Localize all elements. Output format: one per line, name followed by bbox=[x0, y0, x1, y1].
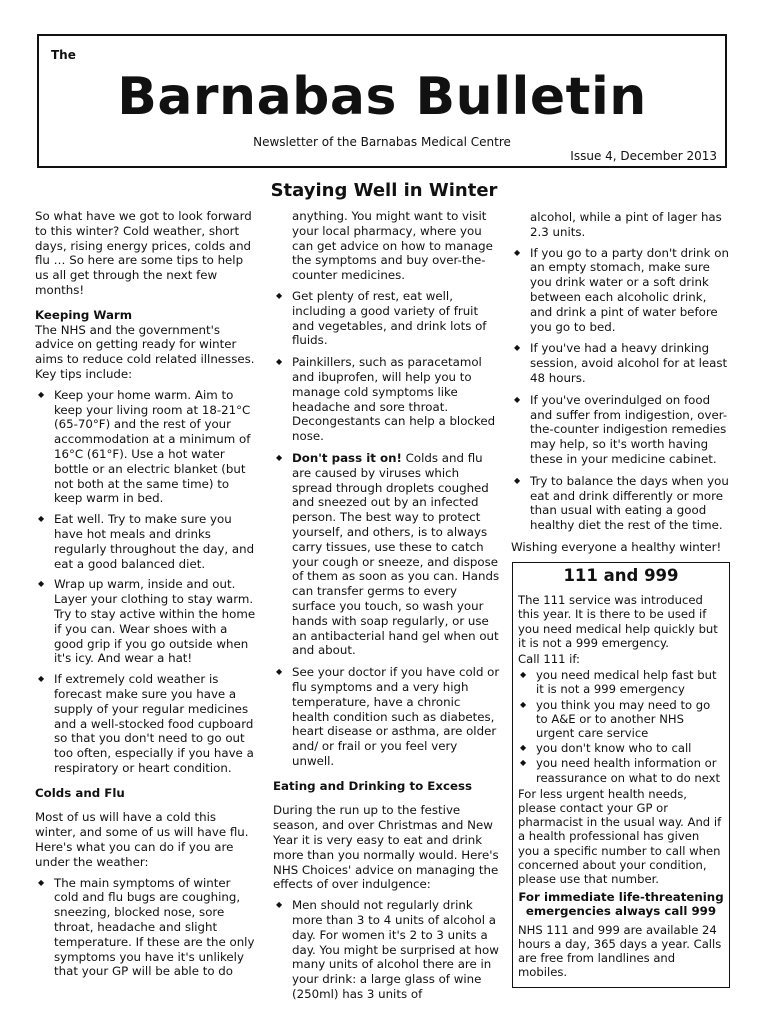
eating-drinking-heading: Eating and Drinking to Excess bbox=[273, 778, 473, 793]
issue-label: Issue 4, December 2013 bbox=[570, 149, 717, 163]
call-111-label: Call 111 if: bbox=[518, 652, 580, 667]
list-item: ◆ The main symptoms of winter cold and flu bugs are coughing, sneezing, blocked nose, sore throat, headache and slight temperature. If these are the only symptoms you have it's unlikely that your GP will be able to do bbox=[35, 876, 257, 980]
call-111-list bbox=[518, 668, 724, 785]
intro-paragraph: So what have we got to look forward to this winter? Cold weather, short days, rising energy prices, colds and flu … So here are some tips to help us all get through the next few months! bbox=[35, 209, 252, 297]
eating-drinking-list-continued bbox=[511, 246, 731, 533]
colds-flu-list-continued bbox=[273, 289, 501, 769]
list-item: ◆ Get plenty of rest, eat well, including a good variety of fruit and vegetables, and drink lots of fluids. bbox=[273, 289, 501, 348]
list-item: ◆ Keep your home warm. Aim to keep your living room at 18-21°C (65-70°F) and the rest of your accommodation at a minimum of 16°C (61°F). Use a hot water bottle or an electric blanket (but not both at the same time) to keep warm in bed. bbox=[35, 388, 257, 506]
box-intro: The 111 service was introduced this year. It is there to be used if you need medical help quickly but it is not a 999 emergency. bbox=[518, 593, 718, 650]
keeping-warm-heading: Keeping Warm bbox=[35, 307, 133, 322]
emergency-callout: For immediate life-threatening emergencies always call 999 bbox=[518, 890, 724, 919]
keeping-warm-intro: The NHS and the government's advice on getting ready for winter aims to reduce cold related illnesses. Key tips include: bbox=[35, 322, 255, 381]
list-item: ◆ you need medical help fast but it is not a 999 emergency bbox=[518, 668, 724, 696]
continuation-paragraph: alcohol, while a pint of lager has 2.3 units. bbox=[530, 210, 722, 239]
list-item: ◆ If extremely cold weather is forecast make sure you have a supply of your regular medicines and a well-stocked food cupboard so that you don't need to go out too often, especially if you have a respiratory or heart condition. bbox=[35, 672, 257, 776]
list-item: ◆ Painkillers, such as paracetamol and ibuprofen, will help you to manage cold symptoms like headache and sore throat. Decongestants can help a blocked nose. bbox=[273, 355, 501, 444]
masthead-prefix: The bbox=[51, 48, 76, 62]
newsletter-subtitle: Newsletter of the Barnabas Medical Centre bbox=[253, 135, 511, 149]
dont-pass-it-on-label: Don't pass it on! bbox=[292, 450, 402, 465]
list-item: ◆ you don't know who to call bbox=[518, 741, 724, 755]
keeping-warm-list bbox=[35, 388, 257, 776]
continuation-paragraph: anything. You might want to visit your local pharmacy, where you can get advice on how to manage the symptoms and buy over-the-counter medicines. bbox=[292, 209, 493, 283]
availability-paragraph: NHS 111 and 999 are available 24 hours a day, 365 days a year. Calls are free from landlines and mobiles. bbox=[518, 922, 722, 980]
colds-flu-intro: Most of us will have a cold this winter, and some of us will have flu. Here's what you can do if you are under the weather: bbox=[35, 810, 249, 869]
article-headline: Staying Well in Winter bbox=[270, 180, 498, 201]
list-item: ◆ Men should not regularly drink more than 3 to 4 units of alcohol a day. For women it's 2 to 3 units a day. You might be surprised at how many units of alcohol there are in your drink: a large glass of wine (250ml) has 3 units of bbox=[273, 898, 501, 1002]
article-column-1 bbox=[35, 209, 257, 985]
eating-drinking-list bbox=[273, 898, 501, 1002]
masthead bbox=[37, 34, 727, 168]
article-column-2 bbox=[273, 209, 501, 1009]
list-item: ◆ you think you may need to go to A&E or to another NHS urgent care service bbox=[518, 698, 724, 741]
list-item: ◆ Eat well. Try to make sure you have hot meals and drinks regularly throughout the day, and eat a good balanced diet. bbox=[35, 512, 257, 571]
colds-flu-list bbox=[35, 876, 257, 980]
list-item: ◆ See your doctor if you have cold or flu symptoms and a very high temperature, have a chronic health condition such as diabetes, heart disease or asthma, are older and/ or frail or you feel very unwell. bbox=[273, 665, 501, 769]
article-column-3 bbox=[511, 210, 731, 561]
list-item bbox=[273, 451, 501, 658]
nhs-111-999-box bbox=[512, 562, 730, 988]
colds-flu-heading: Colds and Flu bbox=[35, 785, 125, 800]
list-item: ◆ Try to balance the days when you eat and drink differently or more than usual with eating a good healthy diet the rest of the time. bbox=[511, 474, 731, 533]
list-item: ◆ If you go to a party don't drink on an empty stomach, make sure you drink water or a soft drink between each alcoholic drink, and drink a pint of water before you go to bed. bbox=[511, 246, 731, 335]
newsletter-title: Barnabas Bulletin bbox=[117, 67, 647, 127]
list-item: ◆ If you've had a heavy drinking session, avoid alcohol for at least 48 hours. bbox=[511, 341, 731, 385]
eating-drinking-intro: During the run up to the festive season, and over Christmas and New Year it is very easy to eat and drink more than you normally would. Here's NHS Choices' advice on managing the effects of over indulgence: bbox=[273, 803, 499, 892]
box-title: 111 and 999 bbox=[563, 566, 679, 585]
list-item: ◆ Wrap up warm, inside and out. Layer your clothing to stay warm. Try to stay active within the home if you can. Wear shoes with a good grip if you go outside when it's icy. And wear a hat! bbox=[35, 577, 257, 666]
closing-line: Wishing everyone a healthy winter! bbox=[511, 539, 722, 554]
list-item: ◆ If you've overindulged on food and suffer from indigestion, over-the-counter indigestion remedies may help, so it's worth having these in your medicine cabinet. bbox=[511, 393, 731, 467]
less-urgent-paragraph: For less urgent health needs, please contact your GP or pharmacist in the usual way. And if a health professional has given you a specific number to call when concerned about your condition, please use that number. bbox=[518, 786, 722, 887]
list-item: ◆ you need health information or reassurance on what to do next bbox=[518, 756, 724, 784]
dont-pass-it-on-text: Colds and flu are caused by viruses which spread through droplets coughed and sneezed out by an infected person. The best way to protect yourself, and others, is to always carry tissues, use these to catch your cough or sneeze, and dispose of them as soon as you can. Hands can transfer germs to every surface you touch, so wash your hands with soap regularly, or use an antibacterial hand gel when out and about. bbox=[292, 450, 500, 658]
